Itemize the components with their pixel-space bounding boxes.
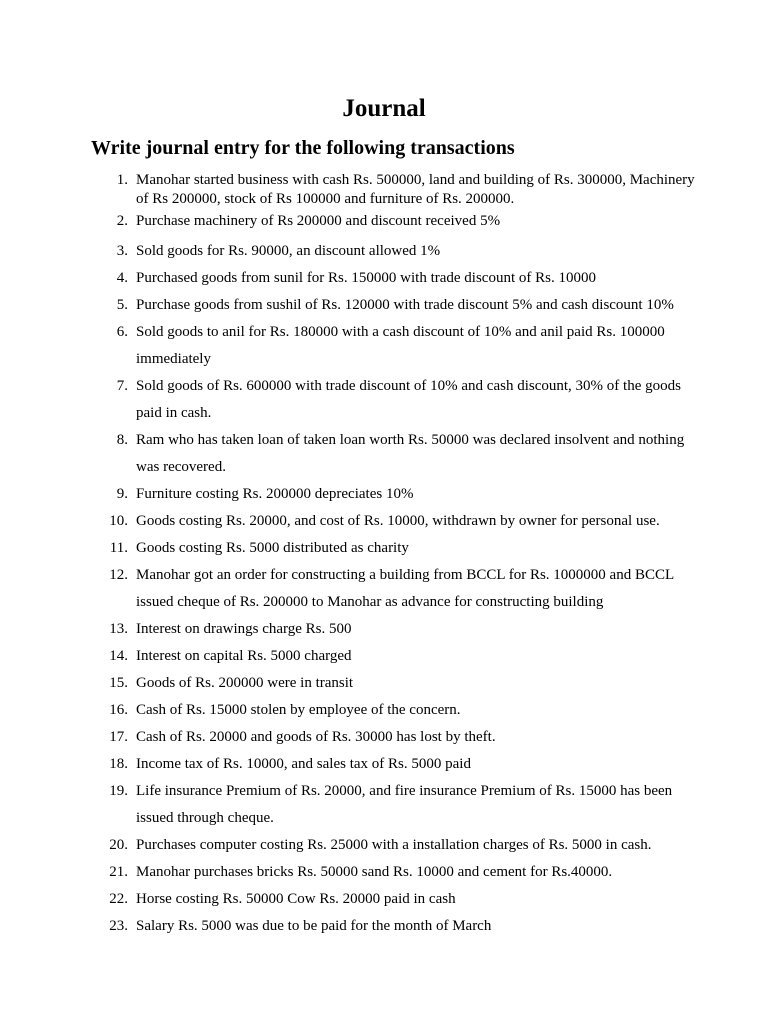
item-number: 13. [109, 621, 128, 637]
item-text: Life insurance Premium of Rs. 20000, and fire insurance Premium of Rs. 15000 has been issued through cheque. [136, 783, 673, 826]
list-item [0, 535, 768, 562]
list-item [0, 238, 768, 265]
item-number: 10. [109, 513, 128, 529]
list-item [0, 859, 768, 886]
list-item [0, 508, 768, 535]
item-number: 15. [109, 675, 128, 691]
list-item [0, 292, 768, 319]
item-number: 7. [116, 378, 128, 394]
list-item [0, 886, 768, 913]
item-text: Sold goods for Rs. 90000, an discount allowed 1% [136, 243, 441, 259]
item-text: Sold goods to anil for Rs. 180000 with a cash discount of 10% and anil paid Rs. 100000 immediately [136, 324, 665, 367]
list-item [0, 670, 768, 697]
item-number: 6. [116, 324, 128, 340]
list-item [0, 319, 768, 373]
item-text: Goods of Rs. 200000 were in transit [136, 675, 354, 691]
item-number: 9. [116, 486, 128, 502]
item-text: Purchases computer costing Rs. 25000 with a installation charges of Rs. 5000 in cash. [136, 837, 652, 853]
item-text: Horse costing Rs. 50000 Cow Rs. 20000 paid in cash [136, 891, 456, 907]
list-item [0, 913, 768, 940]
list-item [0, 212, 768, 231]
item-number: 19. [109, 783, 128, 799]
list-item [0, 562, 768, 616]
list-item [0, 724, 768, 751]
transaction-list [0, 171, 768, 940]
item-text: Purchased goods from sunil for Rs. 150000 with trade discount of Rs. 10000 [136, 270, 596, 286]
item-text: Interest on drawings charge Rs. 500 [136, 621, 352, 637]
item-number: 22. [109, 891, 128, 907]
item-number: 21. [109, 864, 128, 880]
item-text: Manohar started business with cash Rs. 500000, land and building of Rs. 300000, Machinery of Rs 200000, stock of Rs 100000 and furniture of Rs. 200000. [136, 172, 695, 207]
list-item [0, 751, 768, 778]
item-number: 5. [116, 297, 128, 313]
page-title: Journal [342, 95, 426, 122]
item-text: Purchase machinery of Rs 200000 and discount received 5% [136, 213, 501, 229]
item-text: Furniture costing Rs. 200000 depreciates 10% [136, 486, 414, 502]
list-item [0, 481, 768, 508]
list-item [0, 778, 768, 832]
item-number: 20. [109, 837, 128, 853]
item-text: Ram who has taken loan of taken loan worth Rs. 50000 was declared insolvent and nothing was recovered. [136, 432, 685, 475]
list-item [0, 427, 768, 481]
item-number: 18. [109, 756, 128, 772]
list-item [0, 265, 768, 292]
item-number: 4. [116, 270, 128, 286]
list-item [0, 373, 768, 427]
list-item [0, 616, 768, 643]
list-item [0, 697, 768, 724]
item-text: Goods costing Rs. 5000 distributed as charity [136, 540, 409, 556]
item-text: Cash of Rs. 15000 stolen by employee of the concern. [136, 702, 461, 718]
item-number: 14. [109, 648, 128, 664]
item-number: 2. [116, 213, 128, 229]
item-number: 16. [109, 702, 128, 718]
item-number: 11. [109, 540, 128, 556]
item-number: 1. [116, 172, 128, 188]
item-text: Income tax of Rs. 10000, and sales tax of Rs. 5000 paid [136, 756, 471, 772]
item-text: Goods costing Rs. 20000, and cost of Rs. 10000, withdrawn by owner for personal use. [136, 513, 660, 529]
item-text: Sold goods of Rs. 600000 with trade discount of 10% and cash discount, 30% of the goods paid in cash. [136, 378, 681, 421]
item-number: 3. [116, 243, 128, 259]
item-text: Cash of Rs. 20000 and goods of Rs. 30000 has lost by theft. [136, 729, 496, 745]
list-item [0, 643, 768, 670]
item-number: 23. [109, 918, 128, 934]
item-number: 8. [116, 432, 128, 448]
item-text: Purchase goods from sushil of Rs. 120000 with trade discount 5% and cash discount 10% [136, 297, 674, 313]
section-heading: Write journal entry for the following transactions [91, 137, 515, 159]
item-text: Interest on capital Rs. 5000 charged [136, 648, 352, 664]
list-item [0, 171, 768, 209]
item-text: Manohar got an order for constructing a building from BCCL for Rs. 1000000 and BCCL issued cheque of Rs. 200000 to Manohar as advance for constructing building [136, 567, 674, 610]
list-item [0, 832, 768, 859]
item-number: 17. [109, 729, 128, 745]
item-number: 12. [109, 567, 128, 583]
item-text: Manohar purchases bricks Rs. 50000 sand Rs. 10000 and cement for Rs.40000. [136, 864, 613, 880]
item-text: Salary Rs. 5000 was due to be paid for the month of March [136, 918, 492, 934]
